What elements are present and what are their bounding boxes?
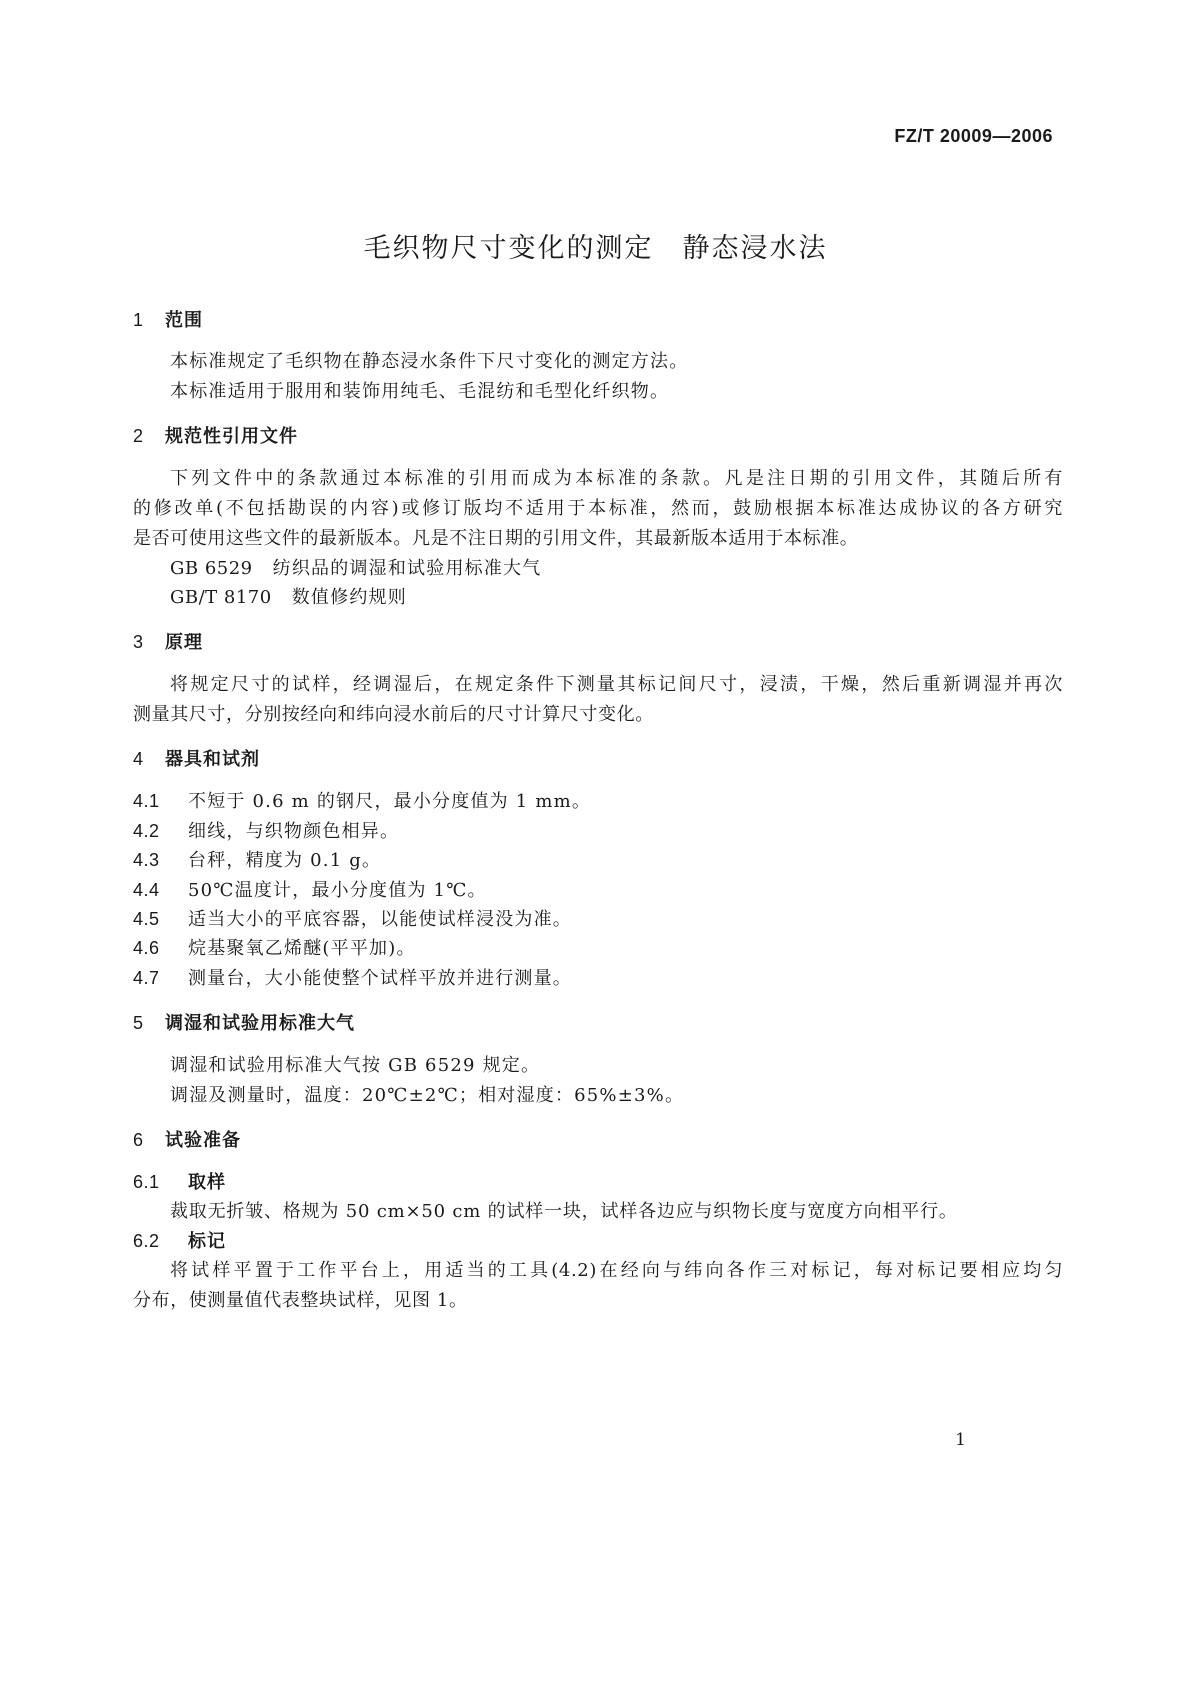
section-2-paragraph-line-2: 的修改单(不包括勘误的内容)或修订版均不适用于本标准，然而，鼓励根据本标准达成协议的各方研究: [133, 498, 1063, 519]
subsection-6-1-heading: [133, 1168, 226, 1194]
section-1-number: 1: [133, 310, 145, 330]
reference-name: 数值修约规则: [291, 587, 407, 608]
list-item: [133, 876, 487, 902]
section-2-title: 规范性引用文件: [165, 426, 298, 447]
subsection-6-2-number: 6.2: [133, 1231, 160, 1251]
section-6-number: 6: [133, 1130, 145, 1150]
list-item: [133, 817, 399, 843]
section-1-paragraph-1: 本标准规定了毛织物在静态浸水条件下尺寸变化的测定方法。: [170, 351, 689, 372]
section-2-paragraph-line-3: 是否可使用这些文件的最新版本。凡是不注日期的引用文件，其最新版本适用于本标准。: [133, 528, 859, 549]
item-text: 细线，与织物颜色相异。: [188, 821, 400, 842]
reference-item: [170, 583, 407, 609]
reference-name: 纺织品的调湿和试验用标准大气: [272, 558, 542, 579]
item-text: 烷基聚氧乙烯醚(平平加)。: [188, 938, 416, 959]
list-item: [133, 964, 572, 990]
list-item: [133, 934, 416, 960]
section-5-paragraph-1: 调湿和试验用标准大气按 GB 6529 规定。: [170, 1055, 541, 1076]
section-5-heading: [133, 1009, 355, 1035]
subsection-6-1-title: 取样: [188, 1172, 226, 1193]
item-number: 4.2: [133, 821, 160, 841]
section-4-title: 器具和试剂: [165, 749, 260, 770]
subsection-6-1-text: 裁取无折皱、格规为 50 cm×50 cm 的试样一块，试样各边应与织物长度与宽度方向相平行。: [170, 1201, 958, 1222]
section-2-paragraph-line-1: 下列文件中的条款通过本标准的引用而成为本标准的条款。凡是注日期的引用文件，其随后所有: [170, 468, 1063, 489]
section-1-heading: [133, 306, 203, 332]
reference-code: GB/T 8170: [170, 587, 272, 608]
item-text: 50℃温度计，最小分度值为 1℃。: [188, 880, 487, 901]
item-text: 台秤，精度为 0.1 g。: [188, 850, 382, 871]
subsection-6-2-title: 标记: [188, 1231, 226, 1252]
section-1-title: 范围: [165, 310, 203, 331]
item-number: 4.3: [133, 850, 160, 870]
reference-code: GB 6529: [170, 558, 253, 579]
section-3-paragraph-line-2: 测量其尺寸，分别按经向和纬向浸水前后的尺寸计算尺寸变化。: [133, 704, 654, 725]
section-5-number: 5: [133, 1013, 145, 1033]
item-number: 4.7: [133, 968, 160, 988]
section-6-heading: [133, 1126, 241, 1152]
section-2-heading: [133, 422, 298, 448]
section-3-title: 原理: [165, 632, 203, 653]
item-text: 适当大小的平底容器，以能使试样浸没为准。: [188, 909, 572, 930]
section-6-title: 试验准备: [165, 1130, 241, 1151]
subsection-6-2-text-line-1: 将试样平置于工作平台上，用适当的工具(4.2)在经向与纬向各作三对标记，每对标记要相应均匀: [170, 1260, 1063, 1281]
section-1-paragraph-2: 本标准适用于服用和装饰用纯毛、毛混纺和毛型化纤织物。: [170, 381, 670, 402]
list-item: [133, 905, 572, 931]
item-number: 4.4: [133, 880, 160, 900]
item-number: 4.5: [133, 909, 160, 929]
item-number: 4.1: [133, 791, 160, 811]
section-4-number: 4: [133, 749, 145, 769]
section-3-number: 3: [133, 632, 145, 652]
item-text: 测量台，大小能使整个试样平放并进行测量。: [188, 968, 572, 989]
list-item: [133, 787, 591, 813]
subsection-6-2-heading: [133, 1227, 226, 1253]
list-item: [133, 846, 381, 872]
section-3-heading: [133, 628, 203, 654]
standard-code: FZ/T 20009—2006: [894, 126, 1053, 146]
section-2-number: 2: [133, 426, 145, 446]
section-5-paragraph-2: 调湿及测量时，温度：20℃±2℃；相对湿度：65%±3%。: [170, 1085, 685, 1106]
section-5-title: 调湿和试验用标准大气: [165, 1013, 355, 1034]
item-number: 4.6: [133, 938, 160, 958]
subsection-6-2-text-line-2: 分布，使测量值代表整块试样，见图 1。: [133, 1290, 468, 1311]
page-number: 1: [955, 1430, 966, 1450]
section-4-heading: [133, 745, 260, 771]
section-3-paragraph-line-1: 将规定尺寸的试样，经调湿后，在规定条件下测量其标记间尺寸，浸渍，干燥，然后重新调湿并再次: [170, 674, 1063, 695]
item-text: 不短于 0.6 m 的钢尺，最小分度值为 1 mm。: [188, 791, 592, 812]
page-title: 毛织物尺寸变化的测定 静态浸水法: [363, 233, 828, 264]
reference-item: [170, 554, 541, 580]
subsection-6-1-number: 6.1: [133, 1172, 160, 1192]
